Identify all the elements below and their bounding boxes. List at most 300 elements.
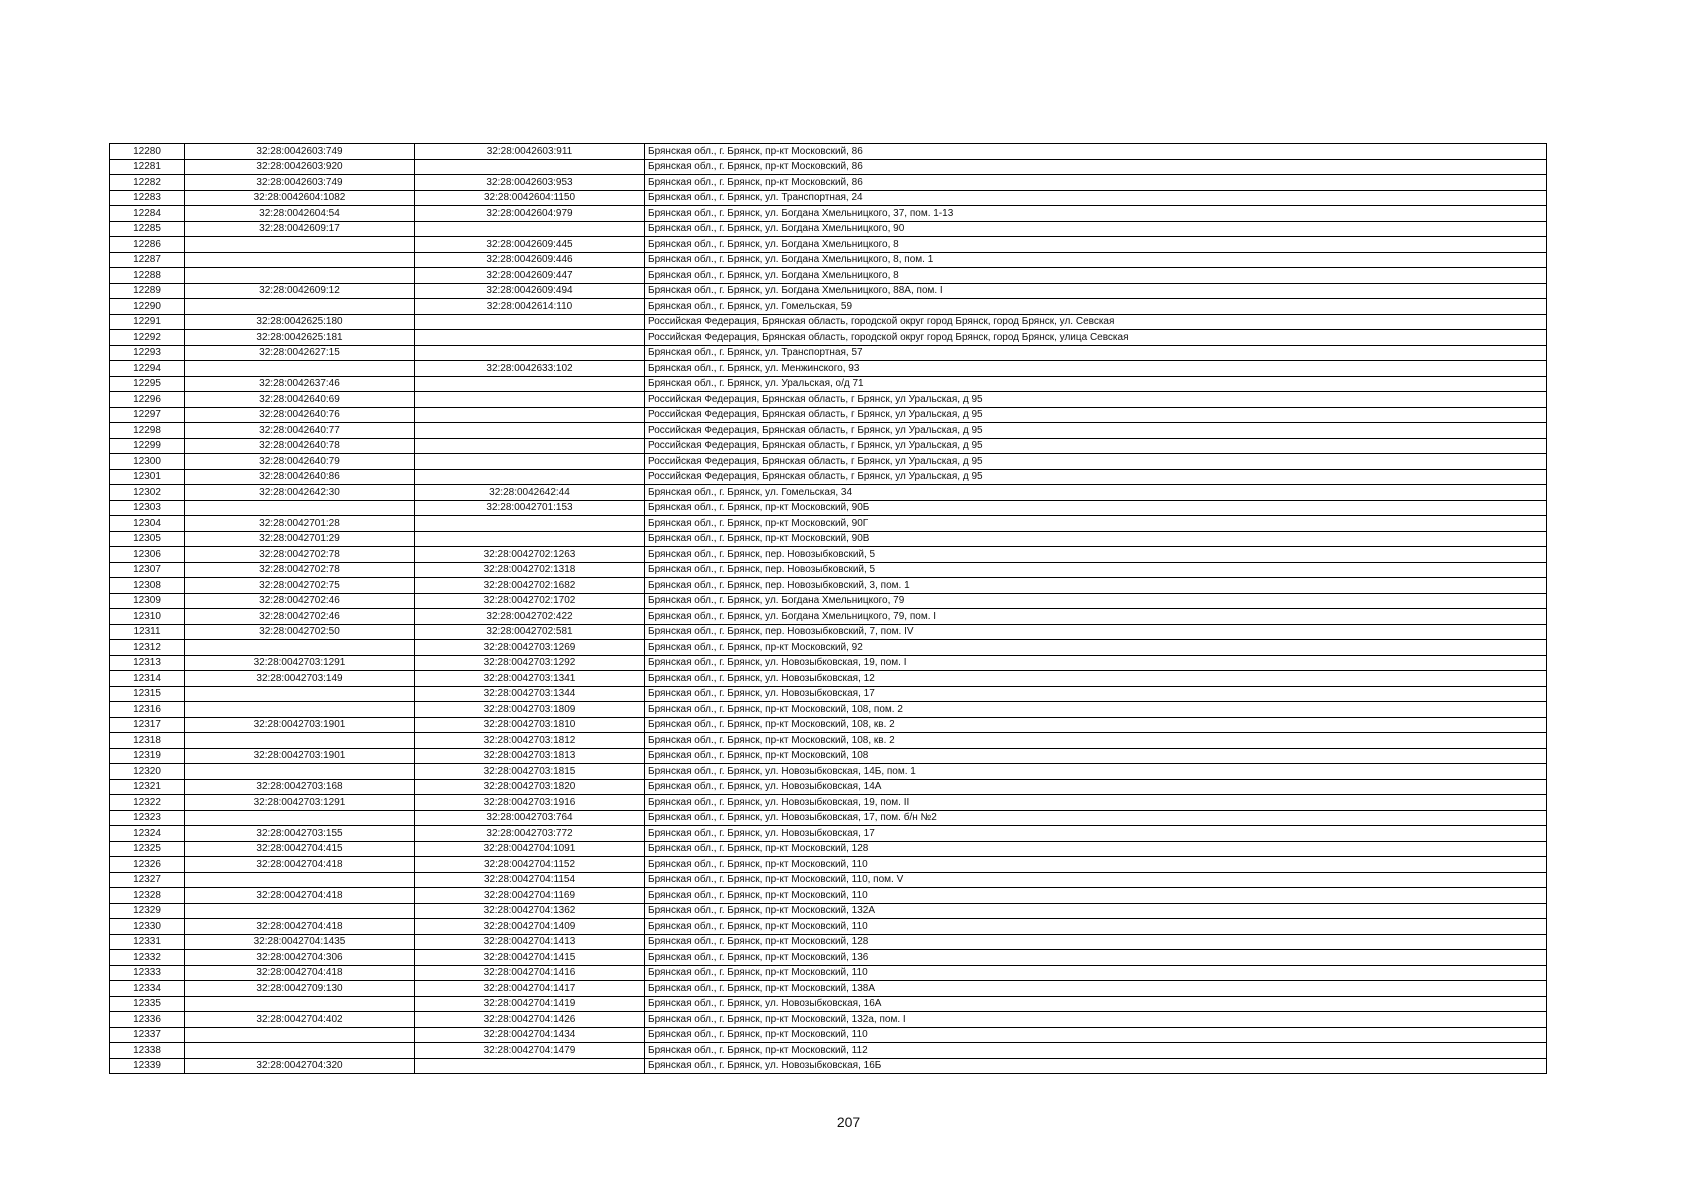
object-cadastral-number-cell: 32:28:0042704:1091 bbox=[415, 841, 645, 857]
table-row bbox=[110, 779, 1547, 795]
address-cell: Брянская обл., г. Брянск, пер. Новозыбковский, 7, пом. IV bbox=[645, 624, 1547, 640]
table-row bbox=[110, 624, 1547, 640]
table-row bbox=[110, 221, 1547, 237]
row-number-cell: 12336 bbox=[110, 1012, 185, 1028]
land-cadastral-number-cell: 32:28:0042640:79 bbox=[185, 454, 415, 470]
land-cadastral-number-cell: 32:28:0042702:78 bbox=[185, 562, 415, 578]
object-cadastral-number-cell bbox=[415, 159, 645, 175]
object-cadastral-number-cell: 32:28:0042642:44 bbox=[415, 485, 645, 501]
table-row bbox=[110, 609, 1547, 625]
land-cadastral-number-cell: 32:28:0042609:12 bbox=[185, 283, 415, 299]
address-cell: Брянская обл., г. Брянск, пр-кт Московский, 108, пом. 2 bbox=[645, 702, 1547, 718]
table-row bbox=[110, 190, 1547, 206]
address-cell: Брянская обл., г. Брянск, ул. Новозыбковская, 12 bbox=[645, 671, 1547, 687]
object-cadastral-number-cell: 32:28:0042603:911 bbox=[415, 144, 645, 160]
land-cadastral-number-cell: 32:28:0042703:149 bbox=[185, 671, 415, 687]
address-cell: Брянская обл., г. Брянск, ул. Богдана Хмельницкого, 90 bbox=[645, 221, 1547, 237]
object-cadastral-number-cell: 32:28:0042703:1815 bbox=[415, 764, 645, 780]
object-cadastral-number-cell: 32:28:0042704:1413 bbox=[415, 934, 645, 950]
table-row bbox=[110, 888, 1547, 904]
table-row bbox=[110, 237, 1547, 253]
object-cadastral-number-cell: 32:28:0042609:447 bbox=[415, 268, 645, 284]
row-number-cell: 12326 bbox=[110, 857, 185, 873]
registry-table bbox=[109, 143, 1547, 1074]
address-cell: Брянская обл., г. Брянск, пр-кт Московский, 128 bbox=[645, 934, 1547, 950]
row-number-cell: 12290 bbox=[110, 299, 185, 315]
table-row bbox=[110, 841, 1547, 857]
land-cadastral-number-cell bbox=[185, 996, 415, 1012]
object-cadastral-number-cell bbox=[415, 376, 645, 392]
table-row bbox=[110, 516, 1547, 532]
table-row bbox=[110, 454, 1547, 470]
address-cell: Брянская обл., г. Брянск, ул. Богдана Хмельницкого, 8 bbox=[645, 237, 1547, 253]
row-number-cell: 12333 bbox=[110, 965, 185, 981]
row-number-cell: 12334 bbox=[110, 981, 185, 997]
address-cell: Брянская обл., г. Брянск, пр-кт Московский, 108 bbox=[645, 748, 1547, 764]
address-cell: Брянская обл., г. Брянск, ул. Уральская, о/д 71 bbox=[645, 376, 1547, 392]
table-row bbox=[110, 531, 1547, 547]
row-number-cell: 12332 bbox=[110, 950, 185, 966]
table-row bbox=[110, 500, 1547, 516]
object-cadastral-number-cell bbox=[415, 423, 645, 439]
object-cadastral-number-cell: 32:28:0042704:1419 bbox=[415, 996, 645, 1012]
land-cadastral-number-cell: 32:28:0042704:1435 bbox=[185, 934, 415, 950]
land-cadastral-number-cell: 32:28:0042640:78 bbox=[185, 438, 415, 454]
row-number-cell: 12306 bbox=[110, 547, 185, 563]
row-number-cell: 12282 bbox=[110, 175, 185, 191]
row-number-cell: 12281 bbox=[110, 159, 185, 175]
table-row bbox=[110, 361, 1547, 377]
land-cadastral-number-cell bbox=[185, 268, 415, 284]
object-cadastral-number-cell: 32:28:0042609:494 bbox=[415, 283, 645, 299]
land-cadastral-number-cell: 32:28:0042627:15 bbox=[185, 345, 415, 361]
land-cadastral-number-cell bbox=[185, 1027, 415, 1043]
row-number-cell: 12313 bbox=[110, 655, 185, 671]
table-row bbox=[110, 655, 1547, 671]
row-number-cell: 12283 bbox=[110, 190, 185, 206]
land-cadastral-number-cell: 32:28:0042625:180 bbox=[185, 314, 415, 330]
address-cell: Брянская обл., г. Брянск, ул. Транспортная, 24 bbox=[645, 190, 1547, 206]
table-row bbox=[110, 748, 1547, 764]
row-number-cell: 12286 bbox=[110, 237, 185, 253]
table-row bbox=[110, 438, 1547, 454]
table-row bbox=[110, 702, 1547, 718]
row-number-cell: 12327 bbox=[110, 872, 185, 888]
table-row bbox=[110, 159, 1547, 175]
address-cell: Брянская обл., г. Брянск, ул. Богдана Хмельницкого, 37, пом. 1-13 bbox=[645, 206, 1547, 222]
row-number-cell: 12305 bbox=[110, 531, 185, 547]
address-cell: Российская Федерация, Брянская область, г Брянск, ул Уральская, д 95 bbox=[645, 454, 1547, 470]
row-number-cell: 12280 bbox=[110, 144, 185, 160]
address-cell: Брянская обл., г. Брянск, ул. Транспортная, 57 bbox=[645, 345, 1547, 361]
object-cadastral-number-cell bbox=[415, 516, 645, 532]
object-cadastral-number-cell: 32:28:0042702:1682 bbox=[415, 578, 645, 594]
row-number-cell: 12315 bbox=[110, 686, 185, 702]
object-cadastral-number-cell: 32:28:0042703:1820 bbox=[415, 779, 645, 795]
row-number-cell: 12285 bbox=[110, 221, 185, 237]
object-cadastral-number-cell: 32:28:0042703:772 bbox=[415, 826, 645, 842]
land-cadastral-number-cell bbox=[185, 764, 415, 780]
address-cell: Брянская обл., г. Брянск, пр-кт Московский, 110 bbox=[645, 857, 1547, 873]
address-cell: Брянская обл., г. Брянск, ул. Новозыбковская, 17, пом. б/н №2 bbox=[645, 810, 1547, 826]
address-cell: Российская Федерация, Брянская область, городской округ город Брянск, город Брянск, ул. Севская bbox=[645, 314, 1547, 330]
object-cadastral-number-cell bbox=[415, 454, 645, 470]
table-row bbox=[110, 562, 1547, 578]
address-cell: Брянская обл., г. Брянск, ул. Богдана Хмельницкого, 79, пом. I bbox=[645, 609, 1547, 625]
row-number-cell: 12323 bbox=[110, 810, 185, 826]
land-cadastral-number-cell: 32:28:0042703:1901 bbox=[185, 717, 415, 733]
object-cadastral-number-cell: 32:28:0042609:445 bbox=[415, 237, 645, 253]
address-cell: Брянская обл., г. Брянск, ул. Гомельская, 59 bbox=[645, 299, 1547, 315]
address-cell: Брянская обл., г. Брянск, пр-кт Московский, 110, пом. V bbox=[645, 872, 1547, 888]
row-number-cell: 12284 bbox=[110, 206, 185, 222]
land-cadastral-number-cell: 32:28:0042703:155 bbox=[185, 826, 415, 842]
row-number-cell: 12304 bbox=[110, 516, 185, 532]
table-row bbox=[110, 717, 1547, 733]
address-cell: Брянская обл., г. Брянск, пр-кт Московский, 90Г bbox=[645, 516, 1547, 532]
table-row bbox=[110, 733, 1547, 749]
land-cadastral-number-cell: 32:28:0042704:320 bbox=[185, 1058, 415, 1074]
object-cadastral-number-cell: 32:28:0042703:1813 bbox=[415, 748, 645, 764]
address-cell: Российская Федерация, Брянская область, г Брянск, ул Уральская, д 95 bbox=[645, 438, 1547, 454]
table-row bbox=[110, 1027, 1547, 1043]
row-number-cell: 12339 bbox=[110, 1058, 185, 1074]
address-cell: Брянская обл., г. Брянск, ул. Новозыбковская, 19, пом. II bbox=[645, 795, 1547, 811]
object-cadastral-number-cell: 32:28:0042701:153 bbox=[415, 500, 645, 516]
object-cadastral-number-cell bbox=[415, 330, 645, 346]
row-number-cell: 12301 bbox=[110, 469, 185, 485]
row-number-cell: 12324 bbox=[110, 826, 185, 842]
land-cadastral-number-cell: 32:28:0042637:46 bbox=[185, 376, 415, 392]
table-row bbox=[110, 640, 1547, 656]
object-cadastral-number-cell bbox=[415, 469, 645, 485]
address-cell: Брянская обл., г. Брянск, пер. Новозыбковский, 3, пом. 1 bbox=[645, 578, 1547, 594]
table-row bbox=[110, 376, 1547, 392]
row-number-cell: 12299 bbox=[110, 438, 185, 454]
object-cadastral-number-cell: 32:28:0042704:1152 bbox=[415, 857, 645, 873]
table-row bbox=[110, 764, 1547, 780]
table-row bbox=[110, 268, 1547, 284]
land-cadastral-number-cell: 32:28:0042603:749 bbox=[185, 144, 415, 160]
object-cadastral-number-cell: 32:28:0042702:1702 bbox=[415, 593, 645, 609]
land-cadastral-number-cell: 32:28:0042704:418 bbox=[185, 919, 415, 935]
address-cell: Брянская обл., г. Брянск, пр-кт Московский, 108, кв. 2 bbox=[645, 733, 1547, 749]
object-cadastral-number-cell bbox=[415, 221, 645, 237]
object-cadastral-number-cell: 32:28:0042703:764 bbox=[415, 810, 645, 826]
land-cadastral-number-cell bbox=[185, 252, 415, 268]
address-cell: Брянская обл., г. Брянск, пер. Новозыбковский, 5 bbox=[645, 547, 1547, 563]
land-cadastral-number-cell bbox=[185, 733, 415, 749]
row-number-cell: 12298 bbox=[110, 423, 185, 439]
land-cadastral-number-cell bbox=[185, 500, 415, 516]
object-cadastral-number-cell bbox=[415, 438, 645, 454]
object-cadastral-number-cell: 32:28:0042702:1263 bbox=[415, 547, 645, 563]
object-cadastral-number-cell: 32:28:0042603:953 bbox=[415, 175, 645, 191]
address-cell: Российская Федерация, Брянская область, г Брянск, ул Уральская, д 95 bbox=[645, 469, 1547, 485]
row-number-cell: 12312 bbox=[110, 640, 185, 656]
address-cell: Брянская обл., г. Брянск, пр-кт Московский, 110 bbox=[645, 965, 1547, 981]
address-cell: Брянская обл., г. Брянск, пр-кт Московский, 132А bbox=[645, 903, 1547, 919]
object-cadastral-number-cell bbox=[415, 531, 645, 547]
row-number-cell: 12297 bbox=[110, 407, 185, 423]
land-cadastral-number-cell: 32:28:0042603:749 bbox=[185, 175, 415, 191]
object-cadastral-number-cell: 32:28:0042609:446 bbox=[415, 252, 645, 268]
row-number-cell: 12295 bbox=[110, 376, 185, 392]
row-number-cell: 12337 bbox=[110, 1027, 185, 1043]
address-cell: Российская Федерация, Брянская область, городской округ город Брянск, город Брянск, улица Севская bbox=[645, 330, 1547, 346]
row-number-cell: 12307 bbox=[110, 562, 185, 578]
object-cadastral-number-cell: 32:28:0042704:1154 bbox=[415, 872, 645, 888]
object-cadastral-number-cell: 32:28:0042702:1318 bbox=[415, 562, 645, 578]
land-cadastral-number-cell: 32:28:0042609:17 bbox=[185, 221, 415, 237]
object-cadastral-number-cell: 32:28:0042704:1426 bbox=[415, 1012, 645, 1028]
row-number-cell: 12319 bbox=[110, 748, 185, 764]
address-cell: Брянская обл., г. Брянск, ул. Богдана Хмельницкого, 8, пом. 1 bbox=[645, 252, 1547, 268]
object-cadastral-number-cell bbox=[415, 407, 645, 423]
address-cell: Брянская обл., г. Брянск, ул. Новозыбковская, 19, пом. I bbox=[645, 655, 1547, 671]
object-cadastral-number-cell: 32:28:0042604:1150 bbox=[415, 190, 645, 206]
land-cadastral-number-cell: 32:28:0042702:78 bbox=[185, 547, 415, 563]
object-cadastral-number-cell: 32:28:0042703:1344 bbox=[415, 686, 645, 702]
object-cadastral-number-cell: 32:28:0042703:1269 bbox=[415, 640, 645, 656]
row-number-cell: 12335 bbox=[110, 996, 185, 1012]
table-row bbox=[110, 872, 1547, 888]
address-cell: Брянская обл., г. Брянск, ул. Богдана Хмельницкого, 79 bbox=[645, 593, 1547, 609]
address-cell: Брянская обл., г. Брянск, ул. Новозыбковская, 14А bbox=[645, 779, 1547, 795]
object-cadastral-number-cell bbox=[415, 392, 645, 408]
land-cadastral-number-cell: 32:28:0042702:50 bbox=[185, 624, 415, 640]
land-cadastral-number-cell bbox=[185, 640, 415, 656]
table-row bbox=[110, 934, 1547, 950]
table-row bbox=[110, 175, 1547, 191]
land-cadastral-number-cell: 32:28:0042604:1082 bbox=[185, 190, 415, 206]
row-number-cell: 12303 bbox=[110, 500, 185, 516]
land-cadastral-number-cell: 32:28:0042640:77 bbox=[185, 423, 415, 439]
table-row bbox=[110, 1043, 1547, 1059]
address-cell: Брянская обл., г. Брянск, пр-кт Московский, 110 bbox=[645, 888, 1547, 904]
row-number-cell: 12291 bbox=[110, 314, 185, 330]
land-cadastral-number-cell: 32:28:0042704:418 bbox=[185, 965, 415, 981]
object-cadastral-number-cell: 32:28:0042614:110 bbox=[415, 299, 645, 315]
object-cadastral-number-cell: 32:28:0042633:102 bbox=[415, 361, 645, 377]
land-cadastral-number-cell: 32:28:0042625:181 bbox=[185, 330, 415, 346]
object-cadastral-number-cell: 32:28:0042703:1916 bbox=[415, 795, 645, 811]
row-number-cell: 12316 bbox=[110, 702, 185, 718]
table-row bbox=[110, 919, 1547, 935]
table-row bbox=[110, 314, 1547, 330]
address-cell: Брянская обл., г. Брянск, пр-кт Московский, 108, кв. 2 bbox=[645, 717, 1547, 733]
object-cadastral-number-cell: 32:28:0042704:1415 bbox=[415, 950, 645, 966]
object-cadastral-number-cell: 32:28:0042703:1292 bbox=[415, 655, 645, 671]
address-cell: Российская Федерация, Брянская область, г Брянск, ул Уральская, д 95 bbox=[645, 392, 1547, 408]
table-row bbox=[110, 485, 1547, 501]
row-number-cell: 12314 bbox=[110, 671, 185, 687]
table-row bbox=[110, 252, 1547, 268]
land-cadastral-number-cell: 32:28:0042703:168 bbox=[185, 779, 415, 795]
land-cadastral-number-cell bbox=[185, 872, 415, 888]
land-cadastral-number-cell: 32:28:0042704:402 bbox=[185, 1012, 415, 1028]
object-cadastral-number-cell: 32:28:0042703:1809 bbox=[415, 702, 645, 718]
table-row bbox=[110, 593, 1547, 609]
object-cadastral-number-cell bbox=[415, 345, 645, 361]
row-number-cell: 12309 bbox=[110, 593, 185, 609]
address-cell: Российская Федерация, Брянская область, г Брянск, ул Уральская, д 95 bbox=[645, 423, 1547, 439]
row-number-cell: 12330 bbox=[110, 919, 185, 935]
row-number-cell: 12311 bbox=[110, 624, 185, 640]
land-cadastral-number-cell: 32:28:0042640:76 bbox=[185, 407, 415, 423]
object-cadastral-number-cell: 32:28:0042704:1362 bbox=[415, 903, 645, 919]
land-cadastral-number-cell bbox=[185, 299, 415, 315]
row-number-cell: 12338 bbox=[110, 1043, 185, 1059]
land-cadastral-number-cell: 32:28:0042603:920 bbox=[185, 159, 415, 175]
table-row bbox=[110, 1012, 1547, 1028]
address-cell: Брянская обл., г. Брянск, пр-кт Московский, 136 bbox=[645, 950, 1547, 966]
land-cadastral-number-cell bbox=[185, 702, 415, 718]
address-cell: Брянская обл., г. Брянск, пр-кт Московский, 86 bbox=[645, 144, 1547, 160]
land-cadastral-number-cell: 32:28:0042702:46 bbox=[185, 609, 415, 625]
land-cadastral-number-cell bbox=[185, 361, 415, 377]
object-cadastral-number-cell bbox=[415, 1058, 645, 1074]
address-cell: Брянская обл., г. Брянск, пр-кт Московский, 90В bbox=[645, 531, 1547, 547]
table-row bbox=[110, 857, 1547, 873]
address-cell: Брянская обл., г. Брянск, ул. Богдана Хмельницкого, 88А, пом. I bbox=[645, 283, 1547, 299]
page-number: 207 bbox=[836, 1114, 861, 1130]
land-cadastral-number-cell bbox=[185, 810, 415, 826]
table-row bbox=[110, 686, 1547, 702]
row-number-cell: 12292 bbox=[110, 330, 185, 346]
row-number-cell: 12329 bbox=[110, 903, 185, 919]
land-cadastral-number-cell: 32:28:0042704:306 bbox=[185, 950, 415, 966]
object-cadastral-number-cell: 32:28:0042702:422 bbox=[415, 609, 645, 625]
land-cadastral-number-cell: 32:28:0042701:28 bbox=[185, 516, 415, 532]
land-cadastral-number-cell bbox=[185, 1043, 415, 1059]
table-row bbox=[110, 671, 1547, 687]
address-cell: Брянская обл., г. Брянск, пр-кт Московский, 110 bbox=[645, 1027, 1547, 1043]
address-cell: Российская Федерация, Брянская область, г Брянск, ул Уральская, д 95 bbox=[645, 407, 1547, 423]
address-cell: Брянская обл., г. Брянск, ул. Новозыбковская, 16Б bbox=[645, 1058, 1547, 1074]
address-cell: Брянская обл., г. Брянск, пр-кт Московский, 128 bbox=[645, 841, 1547, 857]
land-cadastral-number-cell: 32:28:0042642:30 bbox=[185, 485, 415, 501]
object-cadastral-number-cell: 32:28:0042704:1417 bbox=[415, 981, 645, 997]
address-cell: Брянская обл., г. Брянск, пр-кт Московский, 86 bbox=[645, 175, 1547, 191]
address-cell: Брянская обл., г. Брянск, ул. Новозыбковская, 17 bbox=[645, 686, 1547, 702]
address-cell: Брянская обл., г. Брянск, ул. Новозыбковская, 14Б, пом. 1 bbox=[645, 764, 1547, 780]
object-cadastral-number-cell: 32:28:0042702:581 bbox=[415, 624, 645, 640]
land-cadastral-number-cell: 32:28:0042640:69 bbox=[185, 392, 415, 408]
table-row bbox=[110, 547, 1547, 563]
table-row bbox=[110, 810, 1547, 826]
row-number-cell: 12294 bbox=[110, 361, 185, 377]
object-cadastral-number-cell: 32:28:0042704:1416 bbox=[415, 965, 645, 981]
land-cadastral-number-cell: 32:28:0042604:54 bbox=[185, 206, 415, 222]
object-cadastral-number-cell: 32:28:0042704:1169 bbox=[415, 888, 645, 904]
table-row bbox=[110, 407, 1547, 423]
address-cell: Брянская обл., г. Брянск, ул. Богдана Хмельницкого, 8 bbox=[645, 268, 1547, 284]
address-cell: Брянская обл., г. Брянск, пр-кт Московский, 110 bbox=[645, 919, 1547, 935]
row-number-cell: 12322 bbox=[110, 795, 185, 811]
table-row bbox=[110, 996, 1547, 1012]
land-cadastral-number-cell: 32:28:0042709:130 bbox=[185, 981, 415, 997]
table-row bbox=[110, 469, 1547, 485]
row-number-cell: 12308 bbox=[110, 578, 185, 594]
address-cell: Брянская обл., г. Брянск, ул. Новозыбковская, 17 bbox=[645, 826, 1547, 842]
object-cadastral-number-cell: 32:28:0042604:979 bbox=[415, 206, 645, 222]
row-number-cell: 12317 bbox=[110, 717, 185, 733]
table-row bbox=[110, 1058, 1547, 1074]
object-cadastral-number-cell: 32:28:0042704:1434 bbox=[415, 1027, 645, 1043]
land-cadastral-number-cell: 32:28:0042704:415 bbox=[185, 841, 415, 857]
table-row bbox=[110, 345, 1547, 361]
table-row bbox=[110, 965, 1547, 981]
row-number-cell: 12293 bbox=[110, 345, 185, 361]
object-cadastral-number-cell: 32:28:0042703:1812 bbox=[415, 733, 645, 749]
address-cell: Брянская обл., г. Брянск, ул. Гомельская, 34 bbox=[645, 485, 1547, 501]
object-cadastral-number-cell: 32:28:0042703:1341 bbox=[415, 671, 645, 687]
land-cadastral-number-cell bbox=[185, 903, 415, 919]
table-row bbox=[110, 981, 1547, 997]
row-number-cell: 12302 bbox=[110, 485, 185, 501]
row-number-cell: 12310 bbox=[110, 609, 185, 625]
address-cell: Брянская обл., г. Брянск, ул. Новозыбковская, 16А bbox=[645, 996, 1547, 1012]
address-cell: Брянская обл., г. Брянск, пр-кт Московский, 138А bbox=[645, 981, 1547, 997]
land-cadastral-number-cell bbox=[185, 686, 415, 702]
land-cadastral-number-cell: 32:28:0042640:86 bbox=[185, 469, 415, 485]
row-number-cell: 12321 bbox=[110, 779, 185, 795]
row-number-cell: 12325 bbox=[110, 841, 185, 857]
row-number-cell: 12296 bbox=[110, 392, 185, 408]
row-number-cell: 12320 bbox=[110, 764, 185, 780]
table-row bbox=[110, 826, 1547, 842]
address-cell: Брянская обл., г. Брянск, пр-кт Московский, 92 bbox=[645, 640, 1547, 656]
land-cadastral-number-cell: 32:28:0042702:75 bbox=[185, 578, 415, 594]
row-number-cell: 12289 bbox=[110, 283, 185, 299]
row-number-cell: 12328 bbox=[110, 888, 185, 904]
row-number-cell: 12318 bbox=[110, 733, 185, 749]
registry-table-body bbox=[110, 144, 1547, 1074]
table-row bbox=[110, 299, 1547, 315]
table-row bbox=[110, 903, 1547, 919]
address-cell: Брянская обл., г. Брянск, пр-кт Московский, 112 bbox=[645, 1043, 1547, 1059]
address-cell: Брянская обл., г. Брянск, пр-кт Московский, 132а, пом. I bbox=[645, 1012, 1547, 1028]
row-number-cell: 12288 bbox=[110, 268, 185, 284]
address-cell: Брянская обл., г. Брянск, ул. Менжинского, 93 bbox=[645, 361, 1547, 377]
row-number-cell: 12331 bbox=[110, 934, 185, 950]
land-cadastral-number-cell: 32:28:0042704:418 bbox=[185, 888, 415, 904]
table-row bbox=[110, 206, 1547, 222]
table-row bbox=[110, 330, 1547, 346]
table-row bbox=[110, 578, 1547, 594]
address-cell: Брянская обл., г. Брянск, пр-кт Московский, 90Б bbox=[645, 500, 1547, 516]
table-row bbox=[110, 283, 1547, 299]
address-cell: Брянская обл., г. Брянск, пр-кт Московский, 86 bbox=[645, 159, 1547, 175]
address-cell: Брянская обл., г. Брянск, пер. Новозыбковский, 5 bbox=[645, 562, 1547, 578]
object-cadastral-number-cell: 32:28:0042704:1409 bbox=[415, 919, 645, 935]
table-row bbox=[110, 423, 1547, 439]
row-number-cell: 12300 bbox=[110, 454, 185, 470]
land-cadastral-number-cell: 32:28:0042704:418 bbox=[185, 857, 415, 873]
table-row bbox=[110, 795, 1547, 811]
object-cadastral-number-cell: 32:28:0042703:1810 bbox=[415, 717, 645, 733]
land-cadastral-number-cell: 32:28:0042703:1291 bbox=[185, 655, 415, 671]
land-cadastral-number-cell: 32:28:0042703:1901 bbox=[185, 748, 415, 764]
land-cadastral-number-cell bbox=[185, 237, 415, 253]
row-number-cell: 12287 bbox=[110, 252, 185, 268]
table-row bbox=[110, 144, 1547, 160]
object-cadastral-number-cell bbox=[415, 314, 645, 330]
table-row bbox=[110, 950, 1547, 966]
land-cadastral-number-cell: 32:28:0042703:1291 bbox=[185, 795, 415, 811]
land-cadastral-number-cell: 32:28:0042701:29 bbox=[185, 531, 415, 547]
